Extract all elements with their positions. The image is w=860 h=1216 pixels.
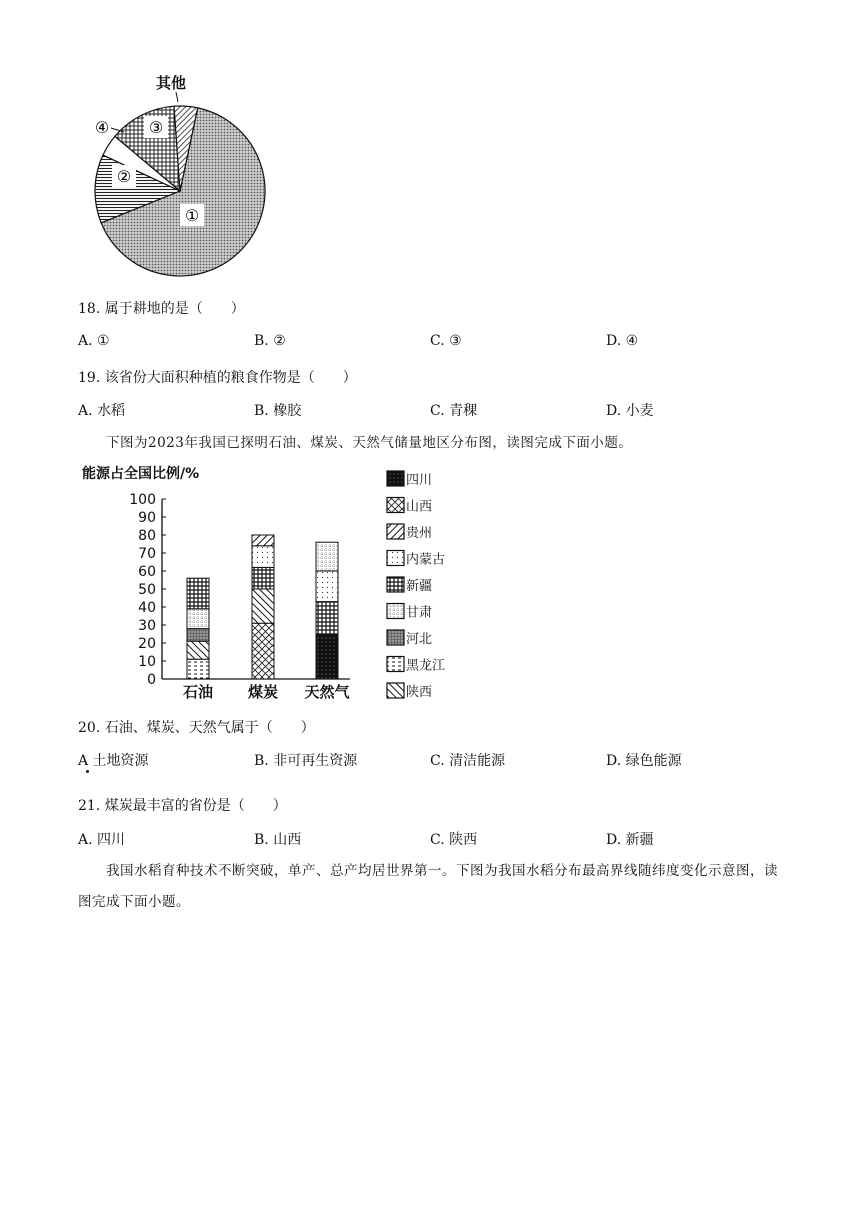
x-category-label: 石油 <box>182 683 214 701</box>
y-tick-label: 50 <box>138 582 156 598</box>
legend-swatch <box>387 630 404 645</box>
bar-segment-2-0 <box>316 634 338 679</box>
legend-label: 甘肃 <box>406 605 433 621</box>
legend-swatch <box>387 551 404 566</box>
legend-label: 黑龙江 <box>406 658 446 674</box>
pie-label-2 <box>112 165 136 187</box>
bar-segment-2-3 <box>316 571 338 602</box>
y-tick-label: 70 <box>138 546 156 562</box>
legend-label: 河北 <box>406 632 433 647</box>
legend-swatch <box>387 524 404 539</box>
legend-swatch <box>387 657 404 672</box>
q19-option-a[interactable]: A. 水稻 <box>78 403 126 419</box>
pie-label-3 <box>144 116 168 138</box>
pie-other-label: 其他 <box>155 74 187 92</box>
intro-paragraph-rice <box>78 856 788 918</box>
q21-option-d[interactable]: D. 新疆 <box>606 832 654 848</box>
y-tick-label: 90 <box>138 510 156 526</box>
y-tick-label: 40 <box>138 600 156 616</box>
bar-segment-1-8 <box>252 589 274 623</box>
bar-segment-0-6 <box>187 629 209 642</box>
pie-other-leader <box>176 92 178 102</box>
bar-segment-1-2 <box>252 535 274 546</box>
y-tick-label: 20 <box>138 636 156 652</box>
pie-label-1-text: ① <box>184 206 200 225</box>
legend-label: 陕西 <box>406 685 433 700</box>
stray-dot <box>86 770 89 773</box>
x-category-label: 天然气 <box>304 683 350 701</box>
legend-swatch <box>387 604 404 619</box>
bar-segment-0-8 <box>187 641 209 659</box>
q18-option-a[interactable]: A. ① <box>78 333 110 349</box>
pie-label-1 <box>180 204 204 226</box>
chart-ylabel: 能源占全国比例/% <box>82 466 200 482</box>
land-use-pie-chart <box>88 68 278 288</box>
chart-legend <box>387 471 445 700</box>
q20-stem: 20. 石油、煤炭、天然气属于（ ） <box>78 720 315 736</box>
legend-label: 内蒙古 <box>406 552 446 568</box>
bar-segment-2-5 <box>316 542 338 571</box>
intro-paragraph-energy <box>78 428 788 459</box>
q21-option-b[interactable]: B. 山西 <box>254 832 302 848</box>
q18-option-b[interactable]: B. ② <box>254 333 286 349</box>
intro-paragraph-rice-text: 我国水稻育种技术不断突破，单产、总产均居世界第一。下图为我国水稻分布最高界线随纬度变化示意图，读图完成下面小题。 <box>78 863 778 910</box>
bar-segment-1-4 <box>252 567 274 589</box>
q19-option-d[interactable]: D. 小麦 <box>606 403 654 419</box>
legend-label: 贵州 <box>406 526 433 541</box>
bar-segment-1-3 <box>252 546 274 568</box>
q21-stem: 21. 煤炭最丰富的省份是（ ） <box>78 798 287 814</box>
q19-option-b[interactable]: B. 橡胶 <box>254 403 302 419</box>
q20-option-b[interactable]: B. 非可再生资源 <box>254 753 358 769</box>
bar-segment-1-1 <box>252 623 274 679</box>
x-category-label: 煤炭 <box>247 683 279 701</box>
q20-option-c[interactable]: C. 清洁能源 <box>430 753 506 769</box>
q18-stem: 18. 属于耕地的是（ ） <box>78 301 245 317</box>
bar-segment-0-4 <box>187 578 209 609</box>
q21-option-c[interactable]: C. 陕西 <box>430 832 478 848</box>
y-tick-label: 10 <box>138 654 156 670</box>
q19-stem: 19. 该省份大面积种植的粮食作物是（ ） <box>78 370 357 386</box>
energy-reserves-bar-chart <box>80 460 480 710</box>
bar-segment-0-5 <box>187 609 209 629</box>
legend-label: 新疆 <box>406 579 433 594</box>
pie-label-3-text: ③ <box>148 118 164 137</box>
bar-segment-2-4 <box>316 602 338 634</box>
y-tick-label: 60 <box>138 564 156 580</box>
q21-option-a[interactable]: A. 四川 <box>78 832 126 848</box>
q20-option-a[interactable]: A 土地资源 <box>78 753 149 769</box>
legend-label: 四川 <box>406 473 433 488</box>
legend-swatch <box>387 498 404 513</box>
pie-label-4-text: ④ <box>94 118 110 137</box>
bar-segment-0-7 <box>187 659 209 679</box>
legend-label: 山西 <box>406 499 433 515</box>
y-tick-label: 30 <box>138 618 156 634</box>
intro-paragraph-energy-text: 下图为2023年我国已探明石油、煤炭、天然气储量地区分布图，读图完成下面小题。 <box>106 435 633 451</box>
legend-swatch <box>387 471 404 486</box>
y-tick-label: 80 <box>138 528 156 544</box>
legend-swatch <box>387 683 404 698</box>
chart-bars <box>183 535 351 701</box>
pie-label-2-text: ② <box>116 167 132 186</box>
y-tick-label: 0 <box>147 672 156 688</box>
y-tick-label: 100 <box>129 492 156 508</box>
q18-option-c[interactable]: C. ③ <box>430 333 462 349</box>
legend-swatch <box>387 577 404 592</box>
q19-option-c[interactable]: C. 青稞 <box>430 403 478 419</box>
q18-option-d[interactable]: D. ④ <box>606 333 639 349</box>
q20-option-d[interactable]: D. 绿色能源 <box>606 753 682 769</box>
